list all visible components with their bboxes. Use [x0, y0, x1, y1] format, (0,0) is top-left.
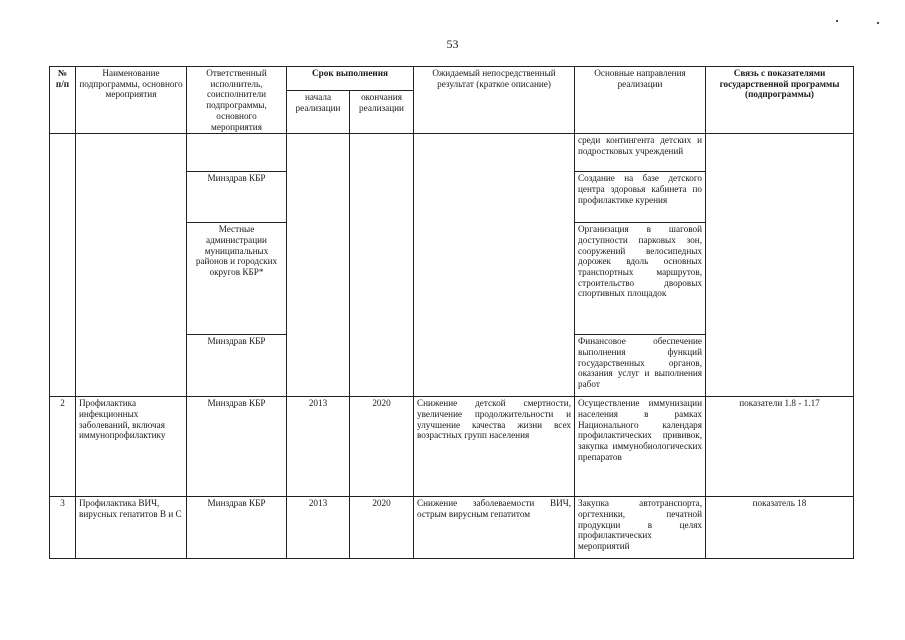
cell-name: Профилактика инфекционных заболеваний, включая иммунопрофилактику [76, 397, 187, 497]
cell-start [287, 134, 350, 397]
cell-direction: Финансовое обеспечение выполнения функций государственных органов, оказания услуг и выполнения работ [575, 335, 706, 397]
cell-start: 2013 [287, 397, 350, 497]
cell-num: 2 [50, 397, 76, 497]
scan-speck [836, 20, 838, 22]
cell-indicator: показатели 1.8 - 1.17 [706, 397, 854, 497]
scan-speck [877, 22, 879, 24]
header-period-start: начала реализации [287, 91, 350, 134]
cell-indicator: показатель 18 [706, 497, 854, 559]
header-period: Срок выполнения [287, 67, 414, 91]
header-directions: Основные направления реализации [575, 67, 706, 134]
header-num: № п/п [50, 67, 76, 134]
cell-responsible: Минздрав КБР [187, 397, 287, 497]
cell-name: Профилактика ВИЧ, вирусных гепатитов В и С [76, 497, 187, 559]
cell-direction: Организация в шаговой доступности парковых зон, сооружений велосипедных дорожек вдоль основных транспортных маршрутов, строительство дворовых спортивных площадок [575, 223, 706, 335]
cell-direction: Создание на базе детского центра здоровья кабинета по профилактике курения [575, 172, 706, 223]
cell-responsible: Местные администрации муниципальных районов и городских округов КБР* [187, 223, 287, 335]
cell-responsible: Минздрав КБР [187, 335, 287, 397]
cell-responsible: Минздрав КБР [187, 497, 287, 559]
cell-result [414, 134, 575, 397]
cell-direction: Закупка автотранспорта, оргтехники, печатной продукции в целях профилактических мероприятий [575, 497, 706, 559]
cell-name [76, 134, 187, 397]
cell-indicator [706, 134, 854, 397]
program-table [49, 66, 854, 559]
page-number: 53 [446, 37, 459, 51]
cell-direction: среди контингента детских и подростковых учреждений [575, 134, 706, 172]
cell-result: Снижение детской смертности, увеличение продолжительности и улучшение качества жизни всех возрастных групп населения [414, 397, 575, 497]
cell-result: Снижение заболеваемости ВИЧ, острым вирусным гепатитом [414, 497, 575, 559]
table-row [50, 134, 854, 172]
cell-end: 2020 [350, 497, 414, 559]
cell-responsible: Минздрав КБР [187, 172, 287, 223]
table-row [50, 497, 854, 559]
cell-direction: Осуществление иммунизации населения в рамках Национального календаря профилактических прививок, закупка иммунобиологических препаратов [575, 397, 706, 497]
header-name: Наименование подпрограммы, основного мероприятия [76, 67, 187, 134]
header-result: Ожидаемый непосредственный результат (краткое описание) [414, 67, 575, 134]
cell-responsible [187, 134, 287, 172]
header-responsible: Ответственный исполнитель, соисполнители подпрограммы, основного мероприятия [187, 67, 287, 134]
header-period-end: окончания реализации [350, 91, 414, 134]
cell-end [350, 134, 414, 397]
table-row [50, 397, 854, 497]
cell-num [50, 134, 76, 397]
cell-start: 2013 [287, 497, 350, 559]
cell-end: 2020 [350, 397, 414, 497]
header-row [50, 67, 854, 91]
cell-num: 3 [50, 497, 76, 559]
header-indicators: Связь с показателями государственной программы (подпрограммы) [706, 67, 854, 134]
